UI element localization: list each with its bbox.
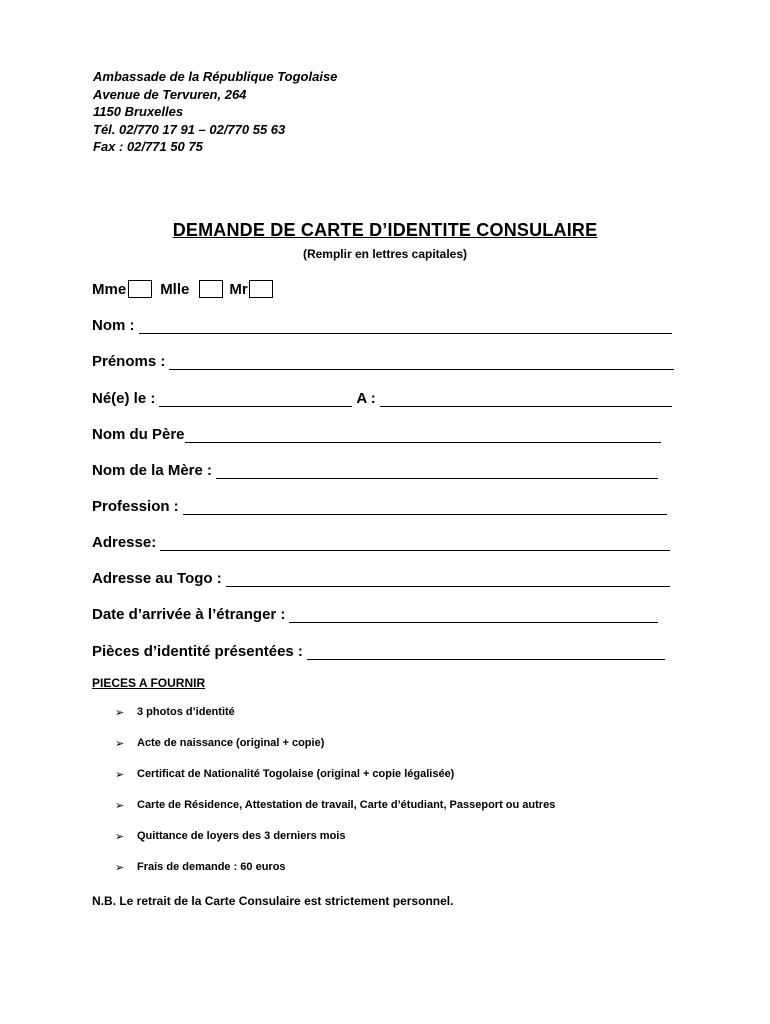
field-prenoms-input[interactable] — [169, 355, 674, 370]
embassy-street: Avenue de Tervuren, 264 — [93, 86, 247, 102]
form-title: DEMANDE DE CARTE D’IDENTITE CONSULAIRE — [172, 220, 598, 240]
field-profession — [92, 495, 667, 515]
field-prenoms-label: Prénoms : — [92, 353, 166, 370]
field-adresse-label: Adresse: — [92, 534, 157, 551]
field-pere-input[interactable] — [185, 428, 661, 443]
civility-mme-checkbox[interactable] — [128, 280, 152, 298]
field-mere-label: Nom de la Mère : — [92, 462, 213, 479]
field-ne-le-input[interactable] — [159, 392, 352, 407]
field-date-arrivee — [92, 603, 658, 623]
field-adresse-togo-input[interactable] — [226, 572, 670, 587]
list-item — [115, 737, 555, 768]
field-a-input[interactable] — [380, 392, 672, 407]
embassy-phone: Tél. 02/770 17 91 – 02/770 55 63 — [93, 121, 286, 137]
arrow-bullet-icon: ➢ — [115, 800, 125, 812]
arrow-bullet-icon: ➢ — [115, 707, 125, 719]
pieces-list — [115, 706, 555, 892]
civility-mlle — [160, 280, 223, 298]
field-nom — [92, 314, 672, 334]
field-adresse-input[interactable] — [160, 536, 670, 551]
field-pere — [92, 423, 661, 443]
list-item-text: Certificat de Nationalité Togolaise (original + copie légalisée) — [137, 768, 455, 780]
list-item — [115, 706, 555, 737]
field-adresse-togo — [92, 567, 670, 587]
form-subtitle: (Remplir en lettres capitales) — [302, 247, 468, 261]
field-nom-label: Nom : — [92, 317, 135, 334]
civility-mme-label: Mme — [92, 280, 127, 298]
field-mere — [92, 459, 658, 479]
list-item-text: Acte de naissance (original + copie) — [137, 737, 325, 749]
civility-mlle-label: Mlle — [160, 280, 190, 298]
field-naissance — [92, 387, 672, 407]
civility-mr-label: Mr — [229, 280, 248, 298]
arrow-bullet-icon: ➢ — [115, 769, 125, 781]
field-pere-label: Nom du Père — [92, 426, 185, 443]
list-item — [115, 799, 555, 830]
field-profession-label: Profession : — [92, 498, 179, 515]
arrow-bullet-icon: ➢ — [115, 831, 125, 843]
embassy-address — [93, 68, 337, 156]
list-item — [115, 861, 555, 892]
list-item-text: Quittance de loyers des 3 derniers mois — [137, 830, 346, 842]
field-prenoms — [92, 350, 674, 370]
civility-row — [92, 280, 273, 298]
field-date-arrivee-input[interactable] — [289, 608, 658, 623]
field-nom-input[interactable] — [139, 319, 672, 334]
field-adresse-togo-label: Adresse au Togo : — [92, 570, 222, 587]
embassy-name: Ambassade de la République Togolaise — [93, 69, 338, 84]
list-item-text: Carte de Résidence, Attestation de travail, Carte d’étudiant, Passeport ou autres — [137, 799, 556, 811]
arrow-bullet-icon: ➢ — [115, 862, 125, 874]
civility-mr-checkbox[interactable] — [249, 280, 273, 298]
embassy-fax: Fax : 02/771 50 75 — [93, 139, 203, 155]
field-pieces-presentees — [92, 640, 665, 660]
civility-mr — [229, 280, 272, 298]
list-item-text: 3 photos d’identité — [137, 706, 235, 718]
list-item — [115, 830, 555, 861]
list-item-text: Frais de demande : 60 euros — [137, 861, 286, 873]
field-date-arrivee-label: Date d’arrivée à l’étranger : — [92, 606, 286, 623]
field-ne-le-label: Né(e) le : — [92, 390, 156, 407]
field-profession-input[interactable] — [183, 500, 667, 515]
arrow-bullet-icon: ➢ — [115, 738, 125, 750]
civility-mme — [92, 280, 152, 298]
civility-mlle-checkbox[interactable] — [199, 280, 223, 298]
field-a-label: A : — [356, 390, 376, 407]
pieces-title: PIECES A FOURNIR — [92, 676, 206, 690]
footer-note: N.B. Le retrait de la Carte Consulaire est strictement personnel. — [92, 894, 454, 908]
field-pieces-presentees-input[interactable] — [307, 645, 665, 660]
field-mere-input[interactable] — [216, 464, 658, 479]
embassy-city: 1150 Bruxelles — [93, 104, 184, 120]
list-item — [115, 768, 555, 799]
field-adresse — [92, 531, 670, 551]
field-pieces-presentees-label: Pièces d’identité présentées : — [92, 643, 303, 660]
